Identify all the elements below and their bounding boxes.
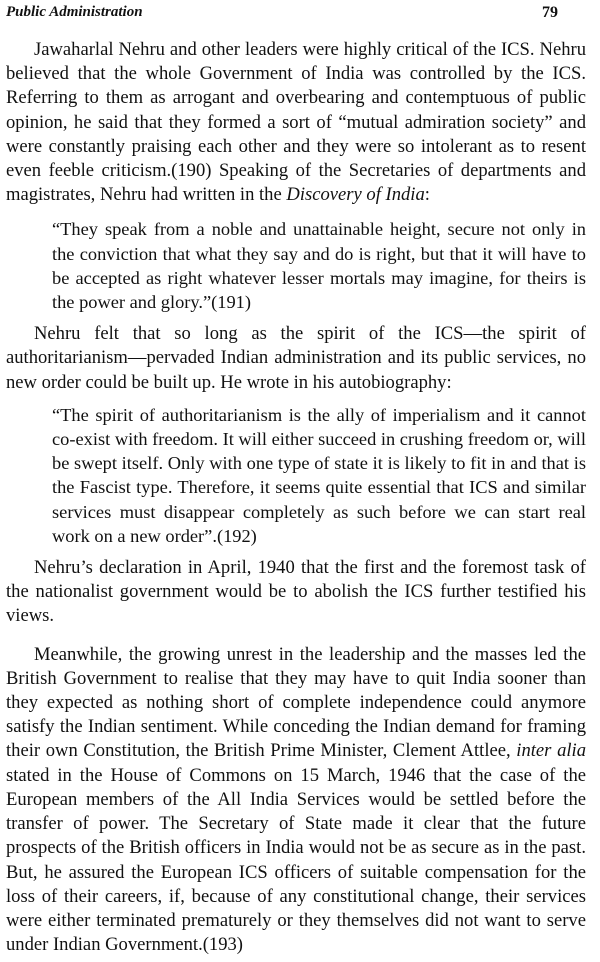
paragraph-3: Nehru’s declaration in April, 1940 that the first and the foremost task of the nationalist government would be to abolish the ICS further testified his views.: [6, 557, 586, 627]
running-head: Public Administration: [6, 4, 143, 20]
page-header: [6, 4, 586, 24]
paragraph-4-text-b: stated in the House of Commons on 15 March, 1946 that the case of the European members of the All India Services would be settled before the transfer of power. The Secretary of State made it clear that the future prospects of the British officers in India would not be as secure as in the past. But, he assured the European ICS officers of suitable compensation for the loss of their careers, if, because of any constitutional change, their services were either terminated prematurely or they themselves did not want to serve under Indian Government.(193): [6, 764, 586, 956]
page-body: [6, 38, 586, 957]
block-quote-191: “They speak from a noble and unattainable height, secure not only in the conviction that what they say and do is right, but that it will have to be accepted as right whatever lesser mortals may imagine, for theirs is the power and glory.”(191): [52, 219, 586, 313]
book-title: Discovery of India: [286, 184, 425, 206]
block-quote-192: “The spirit of authoritarianism is the ally of imperialism and it cannot co-exist with freedom. It will either succeed in crushing freedom or, will be swept itself. Only with one type of state it is likely to fit in and that is the Fascist type. Therefore, it seems quite essential that ICS and similar services must disappear completely as such before we can start real work on a new order”.(192): [52, 404, 586, 546]
latin-phrase: inter alia: [516, 740, 586, 762]
paragraph-1: [6, 38, 586, 207]
page-number: 79: [542, 4, 558, 21]
paragraph-4: [6, 643, 586, 958]
paragraph-4-text-a: Meanwhile, the growing unrest in the leadership and the masses led the British Government to realise that they may have to quit India sooner than they expected as nothing short of complete independence could anymore satisfy the Indian sentiment. While conceding the Indian demand for framing their own Constitution, the British Prime Minister, Clement Attlee,: [6, 643, 586, 762]
paragraph-1-text: Jawaharlal Nehru and other leaders were highly critical of the ICS. Nehru believed that the whole Government of India was controlled by the ICS. Referring to them as arrogant and overbearing and contemptuous of public opinion, he said that they formed a sort of “mutual admiration society” and were constantly praising each other and they were so intolerant as to resent even feeble criticism.(190) Speaking of the Secretaries of departments and magistrates, Nehru had written in the: [6, 39, 586, 206]
paragraph-2: Nehru felt that so long as the spirit of the ICS—the spirit of authoritarianism—pervaded Indian administration and its public services, no new order could be built up. He wrote in his autobiography:: [6, 323, 586, 393]
paragraph-1-end: :: [424, 184, 430, 206]
